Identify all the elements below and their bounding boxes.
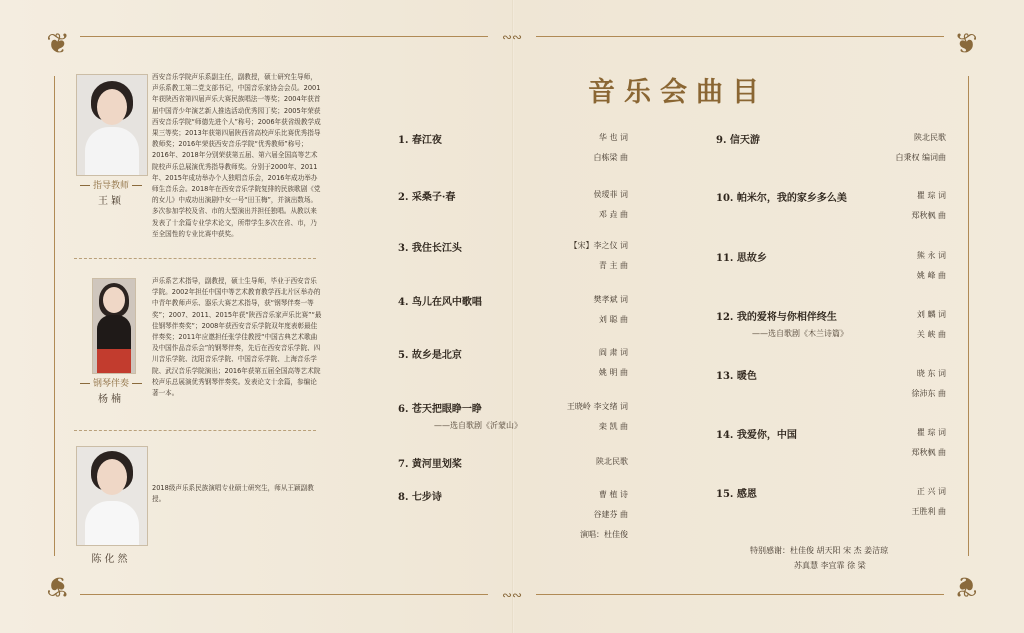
page-fold: [512, 0, 514, 633]
program-credit: 华 也 词: [598, 133, 628, 142]
page-title: 音乐会曲目: [588, 77, 768, 108]
program-title: 3. 我住长江头: [398, 243, 462, 254]
program-credit: 徐沛东 曲: [911, 389, 946, 398]
program-title: 15. 感恩: [716, 489, 757, 500]
program-title: 13. 暖色: [716, 371, 757, 382]
program-credit: 谷建芬 曲: [593, 510, 628, 519]
program-credit: 白栋梁 曲: [593, 153, 628, 162]
program-credit: 王胜利 曲: [911, 507, 946, 516]
frame-bottom-line-right: [536, 594, 944, 595]
profile-role: 指导教师: [76, 178, 146, 191]
program-credit: 白秉权 编词曲: [895, 153, 946, 162]
profile-name: 王颖: [98, 196, 124, 207]
program-credit: 瞿 琮 词: [916, 428, 946, 437]
divider: [74, 258, 316, 259]
program-credit: 栾 凯 曲: [598, 422, 628, 431]
program-credit: 正 兴 词: [916, 487, 946, 496]
program-credit: 关 峡 曲: [916, 330, 946, 339]
profile-name: 陈化然: [91, 554, 131, 565]
program-credit: 阎 肃 词: [598, 348, 628, 357]
divider: [74, 430, 316, 431]
program-title: 4. 鸟儿在风中歌唱: [398, 297, 482, 308]
program-title: 11. 思故乡: [716, 253, 767, 264]
profile-bio: 西安音乐学院声乐系副主任，副教授，硕士研究生导师，声乐系教工第二党支部书记，中国音乐家协会会员。2001年获陕西省第四届声乐大赛民族唱法一等奖；2004年获首届中国青少年演艺新人推选活动优秀园丁奖；2005年荣获西安音乐学院“师德先进个人”称号；2006年获省级教学成果三等奖；2013年获第四届陕西省高校声乐比赛优秀指导教师奖；2016年荣获西安音乐学院“优秀教师”称号；2016年、2018年分别荣获第五届、第六届全国高等艺术院校声乐总展演优秀指导教师奖。分别于2000年、2011年、2015年成功举办个人独唱音乐会，2016年成功举办师生音乐会。2018年在西安音乐学院复排的民族歌剧《党的女儿》中成功出演剧中女一号“田玉梅”，并演出数场。多次参加学校及省、市的大型演出并担任独唱。从教以来发表了十余篇专业学术论文，所带学生多次在省、市，乃至全国性的专业比赛中获奖。: [152, 73, 321, 238]
avatar: [76, 74, 148, 176]
program-credit: 刘 聪 曲: [598, 315, 628, 324]
program-title: 9. 信天游: [716, 135, 760, 146]
profile-name: 杨楠: [98, 394, 124, 405]
profile-bio: 2018级声乐系民族演唱专业硕士研究生，师从王颖副教授。: [152, 484, 314, 504]
program-credit: 青 主 曲: [598, 261, 628, 270]
avatar: [76, 446, 148, 546]
thanks-line: 苏真慧 李宜霏 徐 梁: [794, 561, 866, 570]
program-credit: 陕北民歌: [596, 457, 628, 466]
scroll-ornament-icon: ∾∾: [501, 588, 523, 602]
program-title: 10. 帕米尔，我的家乡多么美: [716, 193, 847, 204]
program-subtitle: ——选自歌剧《沂蒙山》: [434, 421, 522, 430]
program-title: 5. 故乡是北京: [398, 350, 462, 361]
program-credit: 演唱：杜佳俊: [580, 530, 628, 539]
frame-bottom-line-left: [80, 594, 488, 595]
program-credit: 陕北民歌: [914, 133, 946, 142]
program-credit: 曹 植 诗: [598, 490, 628, 499]
program-title: 12. 我的爱将与你相伴终生: [716, 312, 837, 323]
frame-left-line: [54, 76, 55, 556]
program-credit: 侯瑷菲 词: [593, 190, 628, 199]
program-title: 2. 采桑子·春: [398, 192, 456, 203]
corner-ornament-icon: ❦: [954, 27, 978, 60]
avatar: [92, 278, 136, 374]
corner-ornament-icon: ❦: [46, 570, 70, 603]
program-title: 8. 七步诗: [398, 492, 442, 503]
profile-bio: 声乐系艺术指导，副教授，硕士生导师，毕业于西安音乐学院。2002年担任中国中等艺术教育教学西北片区举办的中青年教师声乐、器乐大赛艺术指导，获“钢琴伴奏一等奖”；2007、2011、2015年获“陕西音乐家声乐比赛”“最佳钢琴伴奏奖”；2008年获西安音乐学院双年度表彰最佳伴奏奖；2011年应邀担任张学佳教授“中国古典艺术歌曲及中国作品音乐会”的钢琴伴奏，先后在西安音乐学院、四川音乐学院、沈阳音乐学院、中国音乐学院、上海音乐学院、武汉音乐学院演出；2016年获第五届全国高等艺术院校声乐总展演优秀钢琴伴奏奖。发表论文十余篇，参编论著一本。: [152, 277, 322, 398]
profile-role: 钢琴伴奏: [76, 376, 146, 389]
corner-ornament-icon: ❦: [954, 570, 978, 603]
scroll-ornament-icon: ∾∾: [501, 30, 523, 44]
program-credit: 郑秋枫 曲: [911, 448, 946, 457]
program-credit: 邓 垚 曲: [598, 210, 628, 219]
program-credit: 晓 东 词: [916, 369, 946, 378]
thanks-line: 特别感谢：杜佳俊 胡天阳 宋 杰 姜洁琼: [750, 546, 889, 555]
program-credit: 熊 永 词: [916, 251, 946, 260]
program-credit: 郑秋枫 曲: [911, 211, 946, 220]
program-credit: 【宋】李之仪 词: [569, 241, 628, 250]
program-title: 1. 春江夜: [398, 135, 442, 146]
frame-top-line-left: [80, 36, 488, 37]
program-credit: 姚 明 曲: [598, 368, 628, 377]
program-credit: 樊孝斌 词: [593, 295, 628, 304]
program-title: 7. 黄河里划桨: [398, 459, 462, 470]
corner-ornament-icon: ❦: [46, 27, 70, 60]
program-credit: 姚 峰 曲: [916, 271, 946, 280]
program-credit: 王晓岭 李文绪 词: [566, 402, 628, 411]
program-subtitle: ——选自歌剧《木兰诗篇》: [752, 329, 848, 338]
program-credit: 刘 麟 词: [916, 310, 946, 319]
program-title: 14. 我爱你，中国: [716, 430, 797, 441]
program-credit: 瞿 琮 词: [916, 191, 946, 200]
frame-right-line: [968, 76, 969, 556]
frame-top-line-right: [536, 36, 944, 37]
program-title: 6. 苍天把眼睁一睁: [398, 404, 482, 415]
